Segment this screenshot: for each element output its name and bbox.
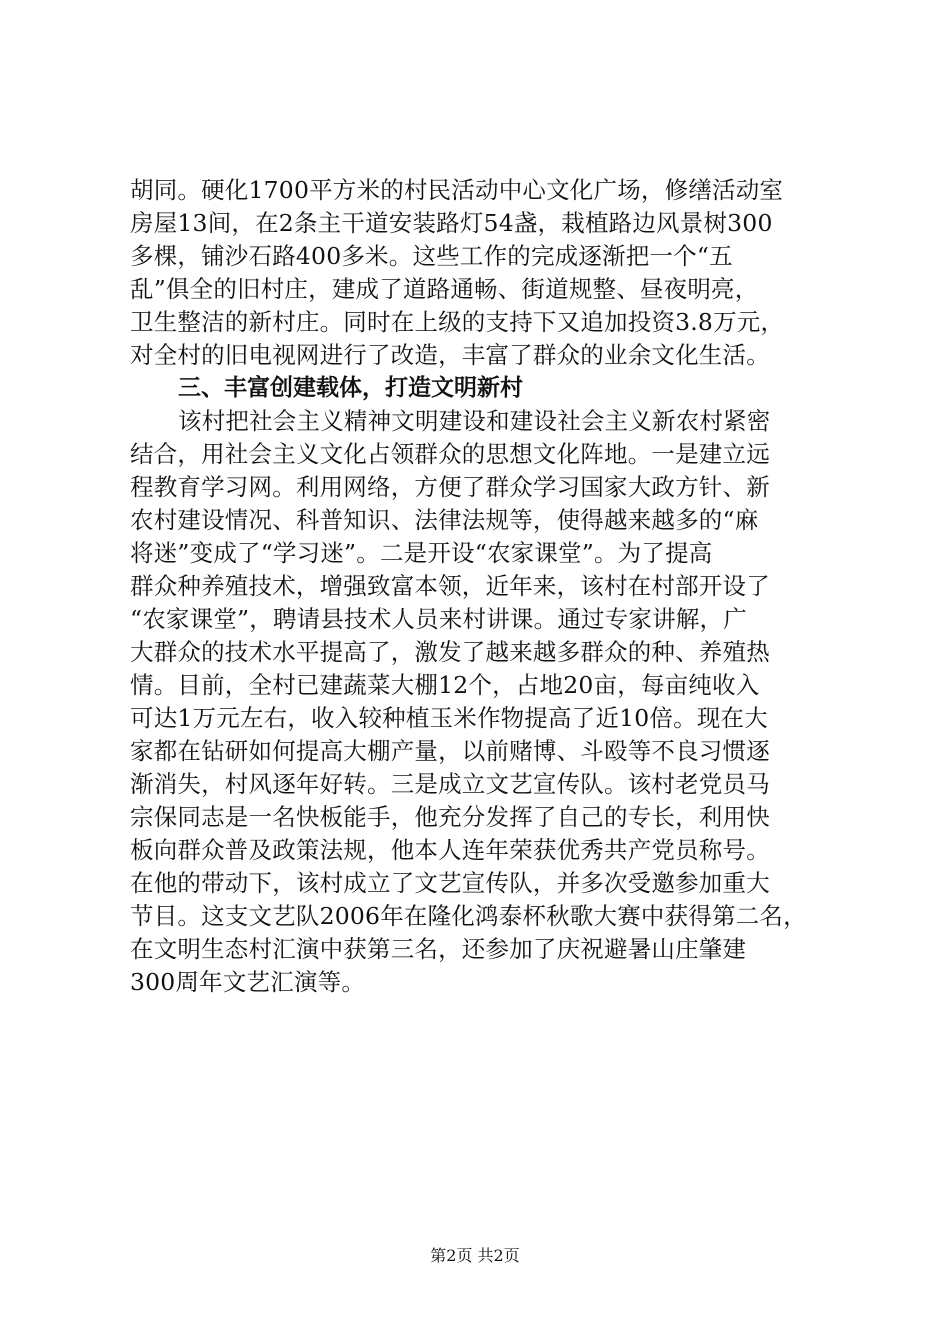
paragraph-line: 房屋13间，在2条主干道安装路灯54盏，栽植路边风景树300 xyxy=(130,209,773,237)
paragraph-line: 情。目前，全村已建蔬菜大棚12个，占地20亩，每亩纯收入 xyxy=(130,671,760,699)
paragraph-line: “农家课堂”，聘请县技术人员来村讲课。通过专家讲解，广 xyxy=(130,605,747,633)
paragraph-line: 对全村的旧电视网进行了改造，丰富了群众的业余文化生活。 xyxy=(130,341,770,369)
paragraph-line: 板向群众普及政策法规，他本人连年荣获优秀共产党员称号。 xyxy=(130,836,770,864)
paragraph-line: 在他的带动下，该村成立了文艺宣传队，并多次受邀参加重大 xyxy=(130,869,770,897)
paragraph-line: 乱”俱全的旧村庄，建成了道路通畅、街道规整、昼夜明亮， xyxy=(130,275,759,303)
section-heading: 三、丰富创建载体，打造文明新村 xyxy=(178,375,523,401)
paragraph-line: 多棵，铺沙石路400多米。这些工作的完成逐渐把一个“五 xyxy=(130,242,733,270)
paragraph-line: 家都在钻研如何提高大棚产量，以前赌博、斗殴等不良习惯逐 xyxy=(130,737,770,765)
paragraph-line: 群众种养殖技术，增强致富本领，近年来，该村在村部开设了 xyxy=(130,572,770,600)
paragraph-line: 农村建设情况、科普知识、法律法规等，使得越来越多的“麻 xyxy=(130,506,759,534)
paragraph-line: 300周年文艺汇演等。 xyxy=(130,968,366,996)
paragraph-line: 胡同。硬化1700平方米的村民活动中心文化广场，修缮活动室 xyxy=(130,176,784,204)
paragraph-line: 可达1万元左右，收入较种植玉米作物提高了近10倍。现在大 xyxy=(130,704,768,732)
paragraph-line: 渐消失，村风逐年好转。三是成立文艺宣传队。该村老党员马 xyxy=(130,770,770,798)
paragraph-line: 大群众的技术水平提高了，激发了越来越多群众的种、养殖热 xyxy=(130,638,770,666)
paragraph-line: 宗保同志是一名快板能手，他充分发挥了自己的专长，利用快 xyxy=(130,803,770,831)
paragraph-line: 卫生整洁的新村庄。同时在上级的支持下又追加投资3.8万元， xyxy=(130,308,785,336)
paragraph-line: 在文明生态村汇演中获第三名，还参加了庆祝避暑山庄肇建 xyxy=(130,935,747,963)
paragraph-line: 程教育学习网。利用网络，方便了群众学习国家大政方针、新 xyxy=(130,473,770,501)
page-number-footer: 第2页 共2页 xyxy=(430,1246,520,1265)
paragraph-line: 结合，用社会主义文化占领群众的思想文化阵地。一是建立远 xyxy=(130,440,770,468)
paragraph-line: 节目。这支文艺队2006年在隆化鸿泰杯秋歌大赛中获得第二名， xyxy=(130,902,807,930)
paragraph-line: 将迷”变成了“学习迷”。二是开设“农家课堂”。为了提高 xyxy=(130,539,713,567)
paragraph-line: 该村把社会主义精神文明建设和建设社会主义新农村紧密 xyxy=(178,407,771,435)
